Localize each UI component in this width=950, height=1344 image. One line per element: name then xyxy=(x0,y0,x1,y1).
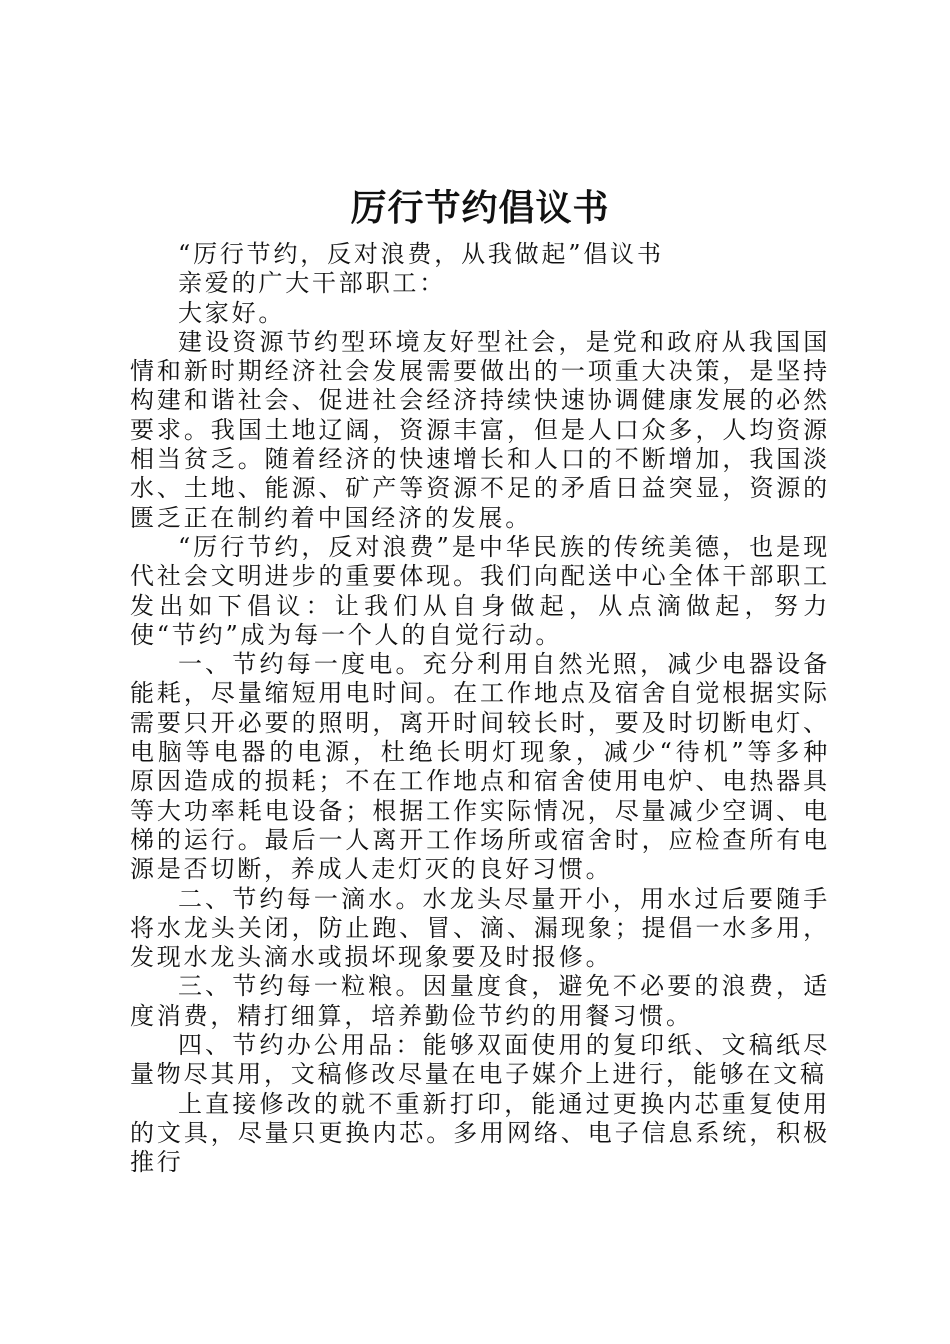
paragraph-greeting: 大家好。 xyxy=(178,298,286,327)
paragraph-continued: 上直接修改的就不重新打印，能通过更换内芯重复使用的文具，尽量只更换内芯。多用网络、电子信息系统，积极推行 xyxy=(130,1089,830,1177)
paragraph-save-electricity: 一、节约每一度电。充分利用自然光照，减少电器设备能耗，尽量缩短用电时间。在工作地点及宿舍自觉根据实际需要只开必要的照明，离开时间较长时，要及时切断电灯、电脑等电器的电源，杜绝长明灯现象，减少“待机”等多种原因造成的损耗；不在工作地点和宿舍使用电炉、电热器具等大功率耗电设备；根据工作实际情况，尽量减少空调、电梯的运行。最后一人离开工作场所或宿舍时，应检查所有电源是否切断，养成人走灯灭的良好习惯。 xyxy=(130,650,830,884)
paragraph-save-office-supplies: 四、节约办公用品：能够双面使用的复印纸、文稿纸尽量物尽其用，文稿修改尽量在电子媒介上进行，能够在文稿 xyxy=(130,1031,830,1089)
paragraph-save-food: 三、节约每一粒粮。因量度食，避免不必要的浪费，适度消费，精打细算，培养勤俭节约的用餐习惯。 xyxy=(130,972,830,1030)
document-title: 厉行节约倡议书 xyxy=(350,187,610,229)
paragraph-heading-line: “厉行节约，反对浪费，从我做起”倡议书 xyxy=(178,240,664,268)
paragraph-save-water: 二、节约每一滴水。水龙头尽量开小，用水过后要随手将水龙头关闭，防止跑、冒、滴、漏现象；提倡一水多用，发现水龙头滴水或损坏现象要及时报修。 xyxy=(130,884,830,972)
paragraph-salutation: 亲爱的广大干部职工： xyxy=(178,269,446,298)
paragraph-tradition: “厉行节约，反对浪费”是中华民族的传统美德，也是现代社会文明进步的重要体现。我们向配送中心全体干部职工发出如下倡议：让我们从自身做起，从点滴做起，努力使“节约”成为每一个人的自觉行动。 xyxy=(130,532,830,649)
paragraph-background: 建设资源节约型环境友好型社会，是党和政府从我国国情和新时期经济社会发展需要做出的一项重大决策，是坚持构建和谐社会、促进社会经济持续快速协调健康发展的必然要求。我国土地辽阔，资源丰富，但是人口众多，人均资源相当贫乏。随着经济的快速增长和人口的不断增加，我国淡水、土地、能源、矿产等资源不足的矛盾日益突显，资源的匮乏正在制约着中国经济的发展。 xyxy=(130,327,830,532)
document-page xyxy=(130,176,830,1178)
